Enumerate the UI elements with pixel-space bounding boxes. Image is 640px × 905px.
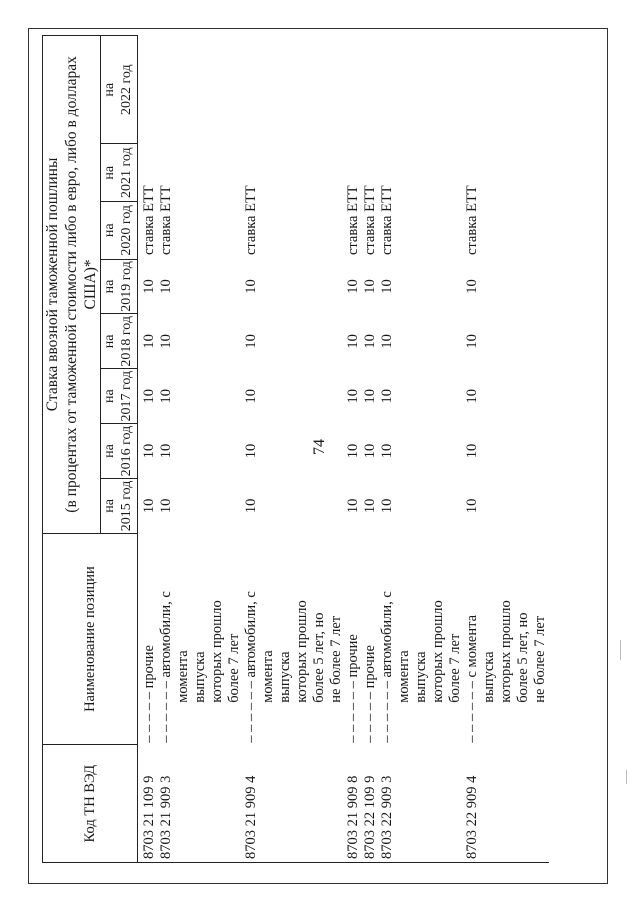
- rate-cell: [464, 36, 549, 144]
- name-cell: [158, 533, 243, 744]
- rate-cell: 10: [141, 279, 157, 294]
- rate-cell: 10: [362, 334, 378, 349]
- rate-cell: 10: [141, 498, 157, 514]
- year-header-year: 2021 год: [119, 147, 134, 199]
- name-line: которых прошло: [209, 600, 225, 703]
- rate-cell: [243, 36, 345, 144]
- rate-cell: ставка ЕТТ: [464, 185, 480, 256]
- code-cell: 8703 21 909 8: [345, 745, 362, 863]
- name-line: – – – – – – с момента: [464, 614, 480, 743]
- table-row: [345, 36, 362, 863]
- code-cell: 8703 21 909 3: [158, 745, 243, 863]
- name-line: выпуска: [277, 651, 293, 703]
- rate-title-line-2: (в процентах от таможенной стоимости либо в евро, либо в долларах США)*: [63, 56, 99, 513]
- rate-cell: ставка ЕТТ: [379, 185, 395, 256]
- table-row: [362, 36, 379, 863]
- rate-cell: ставка ЕТТ: [158, 185, 174, 256]
- rotated-page: [42, 35, 612, 863]
- rate-cell: [362, 36, 379, 144]
- year-header-year: 2018 год: [119, 316, 134, 367]
- year-header-on: на: [102, 444, 117, 458]
- year-header-year: 2020 год: [119, 204, 134, 256]
- name-line: которых прошло: [430, 600, 446, 703]
- rate-cell: 10: [379, 443, 395, 459]
- name-line: момента: [260, 650, 276, 703]
- rate-cell: 10: [345, 443, 361, 459]
- rate-cell: 10: [243, 443, 259, 459]
- code-cell: 8703 21 109 9: [138, 745, 159, 863]
- name-line: которых прошло: [294, 600, 310, 703]
- name-line: более 7 лет: [447, 633, 463, 703]
- edge-mark: [620, 640, 621, 660]
- name-line: более 5 лет, но: [311, 612, 327, 703]
- rate-cell: 10: [464, 334, 480, 349]
- name-cell: [345, 533, 362, 744]
- rate-cell: 10: [464, 279, 480, 294]
- rate-cell: 10: [362, 388, 378, 404]
- name-line: не более 7 лет: [532, 615, 548, 703]
- rate-cell: 10: [362, 279, 378, 294]
- rate-cell: 10: [379, 388, 395, 404]
- year-header: [101, 314, 138, 369]
- year-header: [101, 36, 138, 144]
- rate-cell: 10: [345, 334, 361, 349]
- year-header-year: 2022 год: [119, 64, 134, 116]
- rate-column-header: [43, 36, 101, 534]
- rate-title-line-1: Ставка ввозной таможенной пошлины: [44, 157, 61, 412]
- name-line: более 7 лет: [226, 633, 242, 703]
- year-header: [101, 478, 138, 533]
- rate-cell: 10: [141, 388, 157, 404]
- name-line: не более 7 лет: [328, 615, 344, 703]
- rate-cell: 10: [362, 443, 378, 459]
- table-row: [243, 36, 345, 863]
- name-line: – – – – – – прочие: [345, 634, 361, 743]
- table-row: [379, 36, 464, 863]
- name-line: – – – – – – автомобили, с: [243, 591, 259, 743]
- name-line: выпуска: [192, 651, 208, 703]
- year-header-on: на: [102, 165, 117, 180]
- table-row: [138, 36, 159, 863]
- rate-cell: 10: [345, 279, 361, 294]
- rate-cell: 10: [158, 498, 174, 514]
- code-column-header: Код ТН ВЭД: [43, 745, 138, 863]
- rate-cell: 10: [345, 498, 361, 514]
- page-number: 74: [311, 439, 328, 455]
- rate-cell: 10: [379, 279, 395, 294]
- name-line: выпуска: [481, 651, 497, 703]
- table-row: [158, 36, 243, 863]
- rate-cell: 10: [362, 498, 378, 514]
- code-cell: 8703 21 909 4: [243, 745, 345, 863]
- year-header-on: на: [102, 499, 117, 513]
- rate-cell: 10: [141, 334, 157, 349]
- code-cell: 8703 22 909 3: [379, 745, 464, 863]
- name-line: момента: [175, 650, 191, 703]
- name-cell: [243, 533, 345, 744]
- name-cell: [379, 533, 464, 744]
- year-header-year: 2019 год: [119, 261, 134, 312]
- name-cell: [464, 533, 549, 744]
- rate-cell: 10: [345, 388, 361, 404]
- rate-cell: 10: [158, 388, 174, 404]
- rate-cell: 10: [243, 279, 259, 294]
- year-header-on: на: [102, 223, 117, 238]
- rate-cell: 10: [141, 443, 157, 459]
- rate-cell: 10: [464, 443, 480, 459]
- rate-cell: [138, 36, 159, 144]
- rate-cell: 10: [379, 498, 395, 514]
- rate-cell: [379, 36, 464, 144]
- rate-cell: ставка ЕТТ: [243, 185, 259, 256]
- name-line: – – – – – прочие: [362, 645, 378, 743]
- name-line: выпуска: [413, 651, 429, 703]
- rate-cell: ставка ЕТТ: [345, 185, 361, 256]
- rate-cell: 10: [464, 388, 480, 404]
- year-header: [101, 369, 138, 424]
- year-header-on: на: [102, 82, 117, 97]
- rate-cell: 10: [158, 443, 174, 459]
- tariff-table: [42, 35, 549, 863]
- year-header-on: на: [102, 279, 117, 294]
- name-cell: [362, 533, 379, 744]
- code-cell: 8703 22 909 4: [464, 745, 549, 863]
- rate-cell: 10: [158, 334, 174, 349]
- rate-cell: 10: [158, 279, 174, 294]
- rate-cell: 10: [464, 498, 480, 514]
- rate-cell: 10: [243, 388, 259, 404]
- name-column-header: Наименование позиции: [43, 533, 138, 744]
- name-line: – – – – – прочие: [141, 645, 157, 743]
- rate-cell: ставка ЕТТ: [362, 185, 378, 256]
- year-header-year: 2015 год: [119, 480, 134, 532]
- year-header: [101, 424, 138, 479]
- year-header-year: 2017 год: [119, 370, 134, 422]
- name-cell: [138, 533, 159, 744]
- name-line: момента: [396, 650, 412, 703]
- rate-cell: 10: [243, 498, 259, 514]
- name-line: которых прошло: [498, 600, 514, 703]
- code-cell: 8703 22 109 9: [362, 745, 379, 863]
- table-row: [464, 36, 549, 863]
- year-header: [101, 202, 138, 260]
- year-header-on: на: [102, 334, 117, 349]
- rate-cell: 10: [243, 334, 259, 349]
- rate-cell: [158, 36, 243, 144]
- rate-cell: ставка ЕТТ: [141, 185, 157, 256]
- edge-mark: [626, 770, 627, 784]
- year-header-on: на: [102, 389, 117, 404]
- year-header-year: 2016 год: [119, 425, 134, 477]
- year-header: [101, 259, 138, 314]
- year-header: [101, 144, 138, 202]
- name-line: – – – – – – автомобили, с: [158, 591, 174, 743]
- rate-cell: [345, 36, 362, 144]
- rate-cell: 10: [379, 334, 395, 349]
- name-line: – – – – – – автомобили, с: [379, 591, 395, 743]
- name-line: более 5 лет, но: [515, 612, 531, 703]
